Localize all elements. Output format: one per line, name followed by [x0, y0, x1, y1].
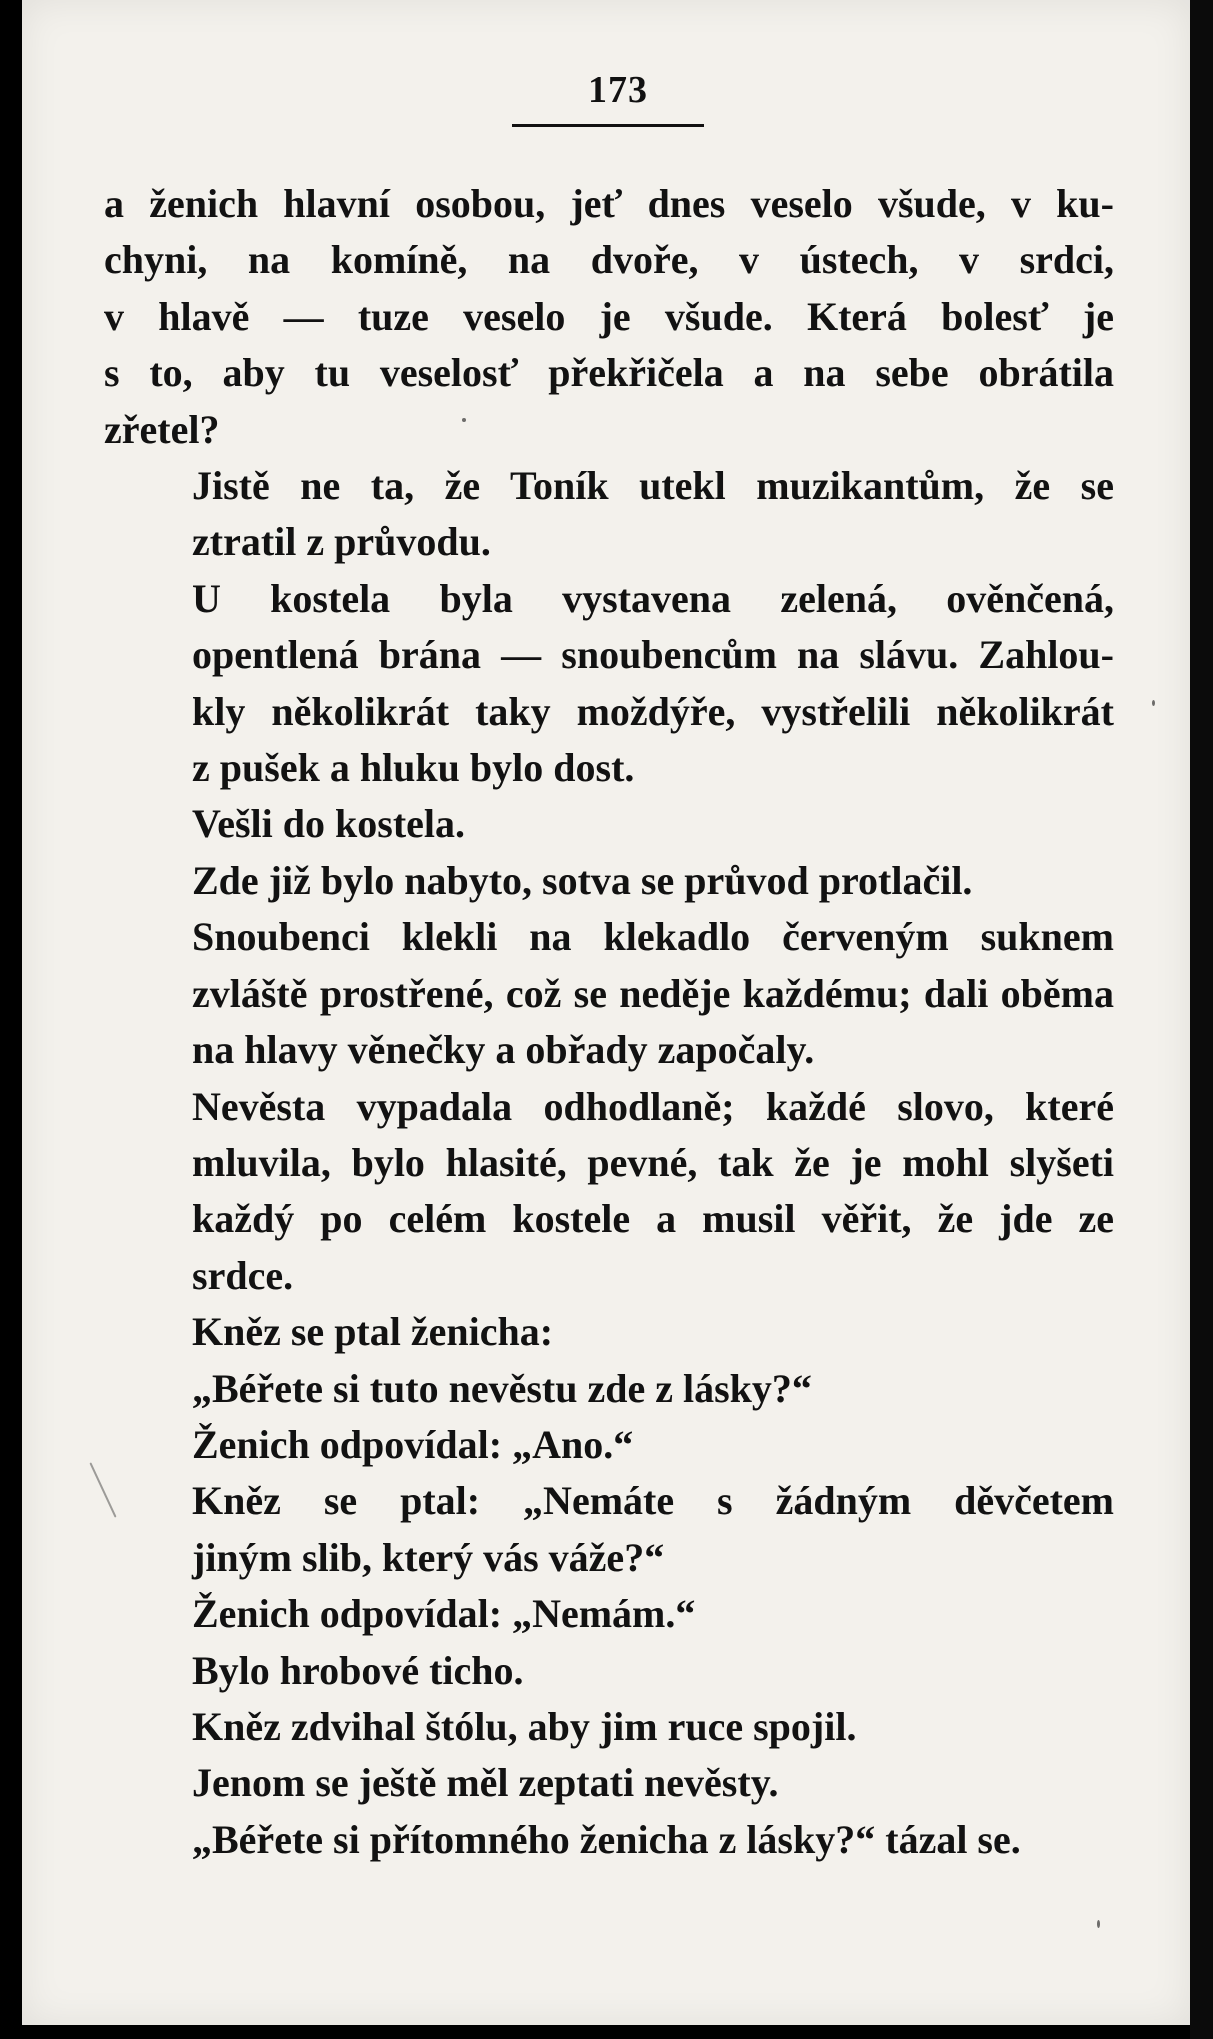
- paragraph: [104, 1812, 1114, 1868]
- page-number: [22, 68, 1190, 112]
- text-line: a ženich hlavní osobou, jeť dnes veselo všude, v ku-: [104, 181, 1114, 226]
- print-speck: [462, 418, 466, 422]
- text-line: ztratil z průvodu.: [192, 519, 491, 565]
- paragraph: [104, 458, 1114, 571]
- text-line: Vešli do kostela.: [192, 801, 466, 847]
- text-line: srdce.: [192, 1252, 294, 1298]
- paragraph: [104, 1417, 1114, 1473]
- text-line: „Béřete si tuto nevěstu zde z lásky?“: [192, 1365, 812, 1411]
- text-line: Bylo hrobové ticho.: [192, 1647, 524, 1693]
- text-line: „Béřete si přítomného ženicha z lásky?“ tázal se.: [192, 1816, 1021, 1862]
- print-speck: [1097, 1920, 1100, 1928]
- paragraph: [104, 1079, 1114, 1305]
- paragraph: [104, 1643, 1114, 1699]
- book-page: [22, 0, 1190, 2025]
- text-line: U kostela byla vystavena zelená, ověnčená,: [192, 575, 1114, 621]
- text-line: chyni, na komíně, na dvoře, v ústech, v srdci,: [104, 237, 1114, 283]
- paragraph: [104, 571, 1114, 797]
- paragraph: [104, 1699, 1114, 1755]
- body-text: [104, 176, 1114, 1868]
- text-line: každý po celém kostele a musil věřit, že jde ze: [192, 1196, 1114, 1242]
- paragraph: [104, 1755, 1114, 1811]
- text-line: s to, aby tu veselosť překřičela a na sebe obrátila: [104, 350, 1114, 396]
- paragraph: [104, 1304, 1114, 1360]
- paragraph: [104, 1361, 1114, 1417]
- text-line: opentlená brána — snoubencům na slávu. Zahlou-: [192, 632, 1114, 678]
- paragraph: [104, 853, 1114, 909]
- text-line: jiným slib, který vás váže?“: [192, 1534, 665, 1580]
- text-line: z pušek a hluku bylo dost.: [192, 745, 635, 791]
- text-line: Kněz se ptal ženicha:: [192, 1309, 554, 1355]
- paragraph: [104, 1586, 1114, 1642]
- paragraph: [104, 796, 1114, 852]
- text-line: zvláště prostřené, což se neděje každému; dali oběma: [192, 970, 1114, 1016]
- text-line: Ženich odpovídal: „Ano.“: [192, 1421, 634, 1467]
- text-line: na hlavy věnečky a obřady započaly.: [192, 1027, 815, 1073]
- paragraph: [104, 176, 1114, 458]
- text-line: mluvila, bylo hlasité, pevné, tak že je mohl slyšeti: [192, 1139, 1114, 1185]
- text-line: Nevěsta vypadala odhodlaně; každé slovo, které: [192, 1083, 1114, 1129]
- text-line: Jistě ne ta, že Toník utekl muzikantům, že se: [192, 463, 1114, 509]
- header-rule: [512, 124, 704, 127]
- paragraph: [104, 909, 1114, 1078]
- text-line: Snoubenci klekli na klekadlo červeným suknem: [192, 914, 1114, 960]
- text-line: Jenom se ještě měl zeptati nevěsty.: [192, 1760, 779, 1806]
- text-line: kly několikrát taky moždýře, vystřelili několikrát: [192, 688, 1114, 734]
- page-number-text: 173: [588, 69, 648, 111]
- text-line: zřetel?: [104, 406, 220, 452]
- paragraph: [104, 1473, 1114, 1586]
- text-line: Kněz zdvihal štólu, aby jim ruce spojil.: [192, 1703, 857, 1749]
- text-line: Ženich odpovídal: „Nemám.“: [192, 1591, 696, 1637]
- text-line: Zde již bylo nabyto, sotva se průvod protlačil.: [192, 857, 973, 903]
- text-line: Kněz se ptal: „Nemáte s žádným děvčetem: [192, 1478, 1114, 1524]
- print-speck: [1152, 700, 1155, 706]
- text-line: v hlavě — tuze veselo je všude. Která bolesť je: [104, 293, 1114, 339]
- page-edge: [1190, 0, 1213, 2039]
